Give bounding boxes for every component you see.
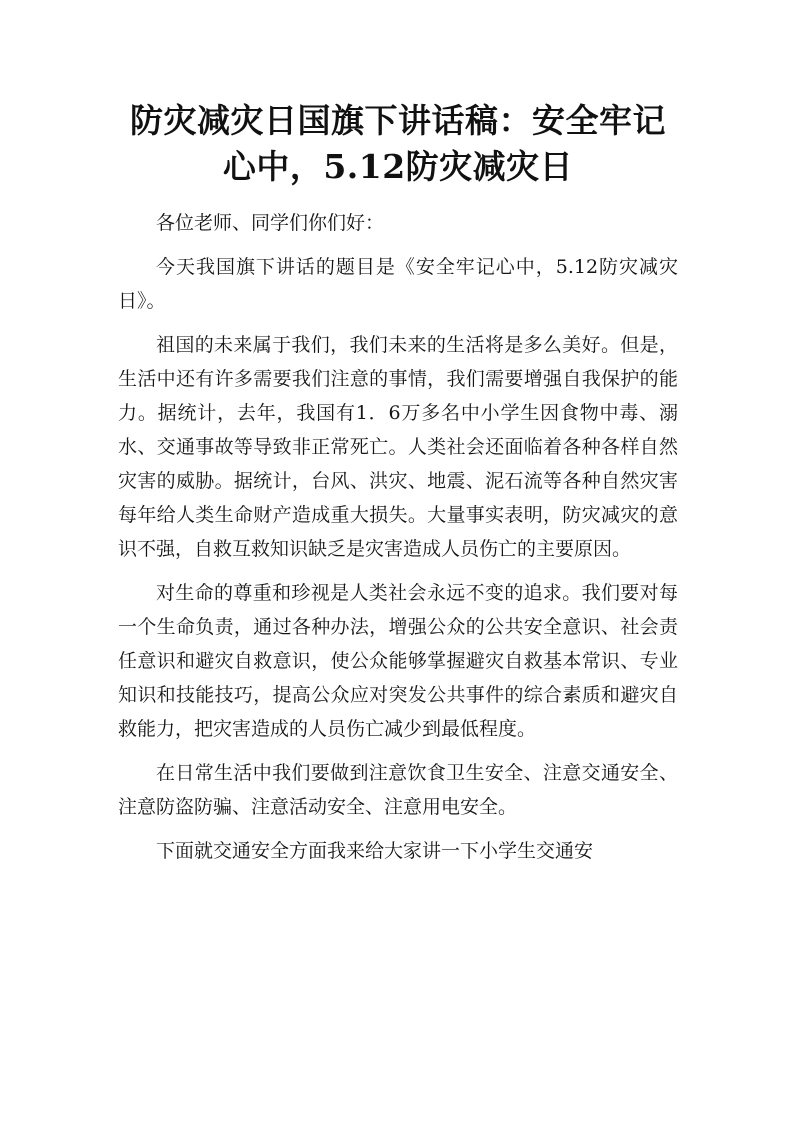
document-page: [118, 98, 678, 868]
paragraph-statistics: 祖国的未来属于我们，我们未来的生活将是多么美好。但是，生活中还有许多需要我们注意的事情，我们需要增强自我保护的能力。据统计，去年，我国有1．6万多名中小学生因食物中毒、溺水、交通事故等导致非正常死亡。人类社会还面临着各种各样自然灾害的威胁。据统计，台风、洪灾、地震、泥石流等各种自然灾害每年给人类生命财产造成重大损失。大量事实表明，防灾减灾的意识不强，自救互救知识缺乏是灾害造成人员伤亡的主要原因。: [118, 334, 678, 560]
paragraph-traffic-safety: 下面就交通安全方面我来给大家讲一下小学生交通安: [156, 840, 594, 862]
greeting-line: 各位老师、同学们你们好：: [156, 212, 385, 234]
paragraph-topic: 今天我国旗下讲话的题目是《安全牢记心中，5.12防灾减灾日》。: [118, 256, 678, 312]
paragraph-life-respect: 对生命的尊重和珍视是人类社会永远不变的追求。我们要对每一个生命负责，通过各种办法，增强公众的公共安全意识、社会责任意识和避灾自救意识，使公众能够掌握避灾自救基本常识、专业知识和技能技巧，提高公众应对突发公共事件的综合素质和避灾自救能力，把灾害造成的人员伤亡减少到最低程度。: [118, 582, 678, 740]
paragraph-daily-safety: 在日常生活中我们要做到注意饮食卫生安全、注意交通安全、注意防盗防骗、注意活动安全、注意用电安全。: [118, 762, 678, 818]
document-title: 防灾减灾日国旗下讲话稿：安全牢记心中，5.12防灾减灾日: [130, 101, 666, 186]
